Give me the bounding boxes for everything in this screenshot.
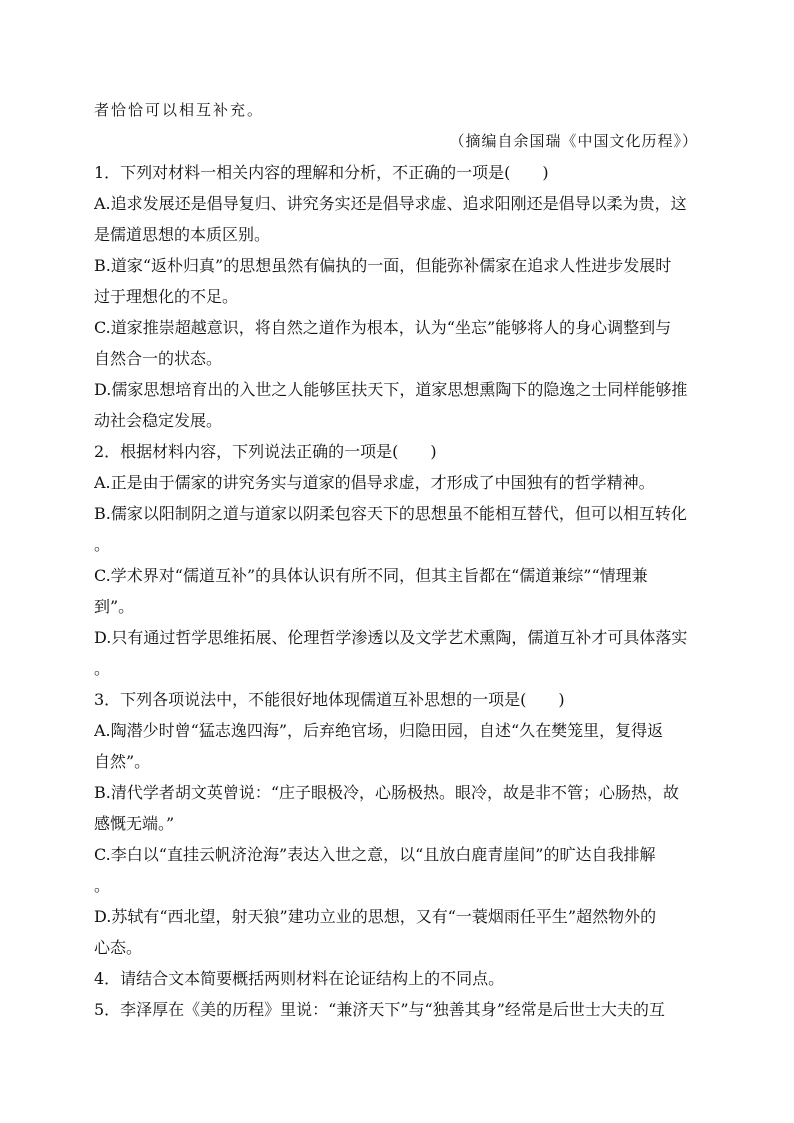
text-line: A.正是由于儒家的讲究务实与道家的倡导求虚，才形成了中国独有的哲学精神。 — [94, 473, 655, 492]
source-citation: （摘编自余国瑞《中国文化历程》） — [449, 132, 698, 150]
text-line: 到”。 — [94, 597, 135, 616]
text-line: D.苏轼有“西北望，射天狼”建功立业的思想，又有“一蓑烟雨任平生”超然物外的 — [94, 907, 657, 926]
text-line: 动社会稳定发展。 — [94, 411, 223, 430]
text-line: 过于理想化的不足。 — [94, 287, 239, 306]
text-line: C.学术界对“儒道互补”的具体认识有所不同，但其主旨都在“儒道兼综”“情理兼 — [94, 566, 648, 585]
text-line: 。 — [94, 876, 111, 895]
text-line: A.陶潜少时曾“猛志逸四海”，后弃绝官场，归隐田园，自述“久在樊笼里，复得返 — [94, 721, 664, 740]
text-line: 2．根据材料内容，下列说法正确的一项是( ) — [94, 442, 437, 461]
text-line: 1．下列对材料一相关内容的理解和分析，不正确的一项是( ) — [94, 163, 549, 182]
text-line: A.追求发展还是倡导复归、讲究务实还是倡导求虚、追求阳刚还是倡导以柔为贵，这 — [94, 194, 687, 213]
text-line: 心态。 — [94, 938, 143, 957]
document-page — [94, 95, 698, 1025]
text-line: B.清代学者胡文英曾说：“庄子眼极冷，心肠极热。眼冷，故是非不管；心肠热，故 — [94, 783, 680, 802]
text-line: 3．下列各项说法中，不能很好地体现儒道互补思想的一项是( ) — [94, 690, 565, 709]
text-line: 感慨无端。” — [94, 814, 175, 833]
text-line: 自然合一的状态。 — [94, 349, 223, 368]
text-line: 5．李泽厚在《美的历程》里说：“兼济天下”与“独善其身”经常是后世士大夫的互 — [94, 1000, 665, 1019]
text-line: 自然”。 — [94, 752, 151, 771]
text-line: C.道家推崇超越意识，将自然之道作为根本，认为“坐忘”能够将人的身心调整到与 — [94, 318, 672, 337]
text-line: B.道家“返朴归真”的思想虽然有偏执的一面，但能弥补儒家在追求人性进步发展时 — [94, 256, 672, 275]
question-body — [94, 157, 698, 1025]
text-line: 。 — [94, 659, 111, 678]
text-line: D.只有通过哲学思维拓展、伦理哲学渗透以及文学艺术熏陶，儒道互补才可具体落实 — [94, 628, 688, 647]
text-line: B.儒家以阳制阴之道与道家以阴柔包容天下的思想虽不能相互替代，但可以相互转化 — [94, 504, 687, 523]
text-line: 是儒道思想的本质区别。 — [94, 225, 271, 244]
text-line: D.儒家思想培育出的入世之人能够匡扶天下，道家思想熏陶下的隐逸之士同样能够推 — [94, 380, 688, 399]
text-line: 。 — [94, 535, 111, 554]
text-line: C.李白以“直挂云帆济沧海”表达入世之意，以“且放白鹿青崖间”的旷达自我排解 — [94, 845, 656, 864]
continuation-text: 者恰恰可以相互补充。 — [94, 101, 265, 119]
text-line: 4．请结合文本简要概括两则材料在论证结构上的不同点。 — [94, 969, 505, 988]
